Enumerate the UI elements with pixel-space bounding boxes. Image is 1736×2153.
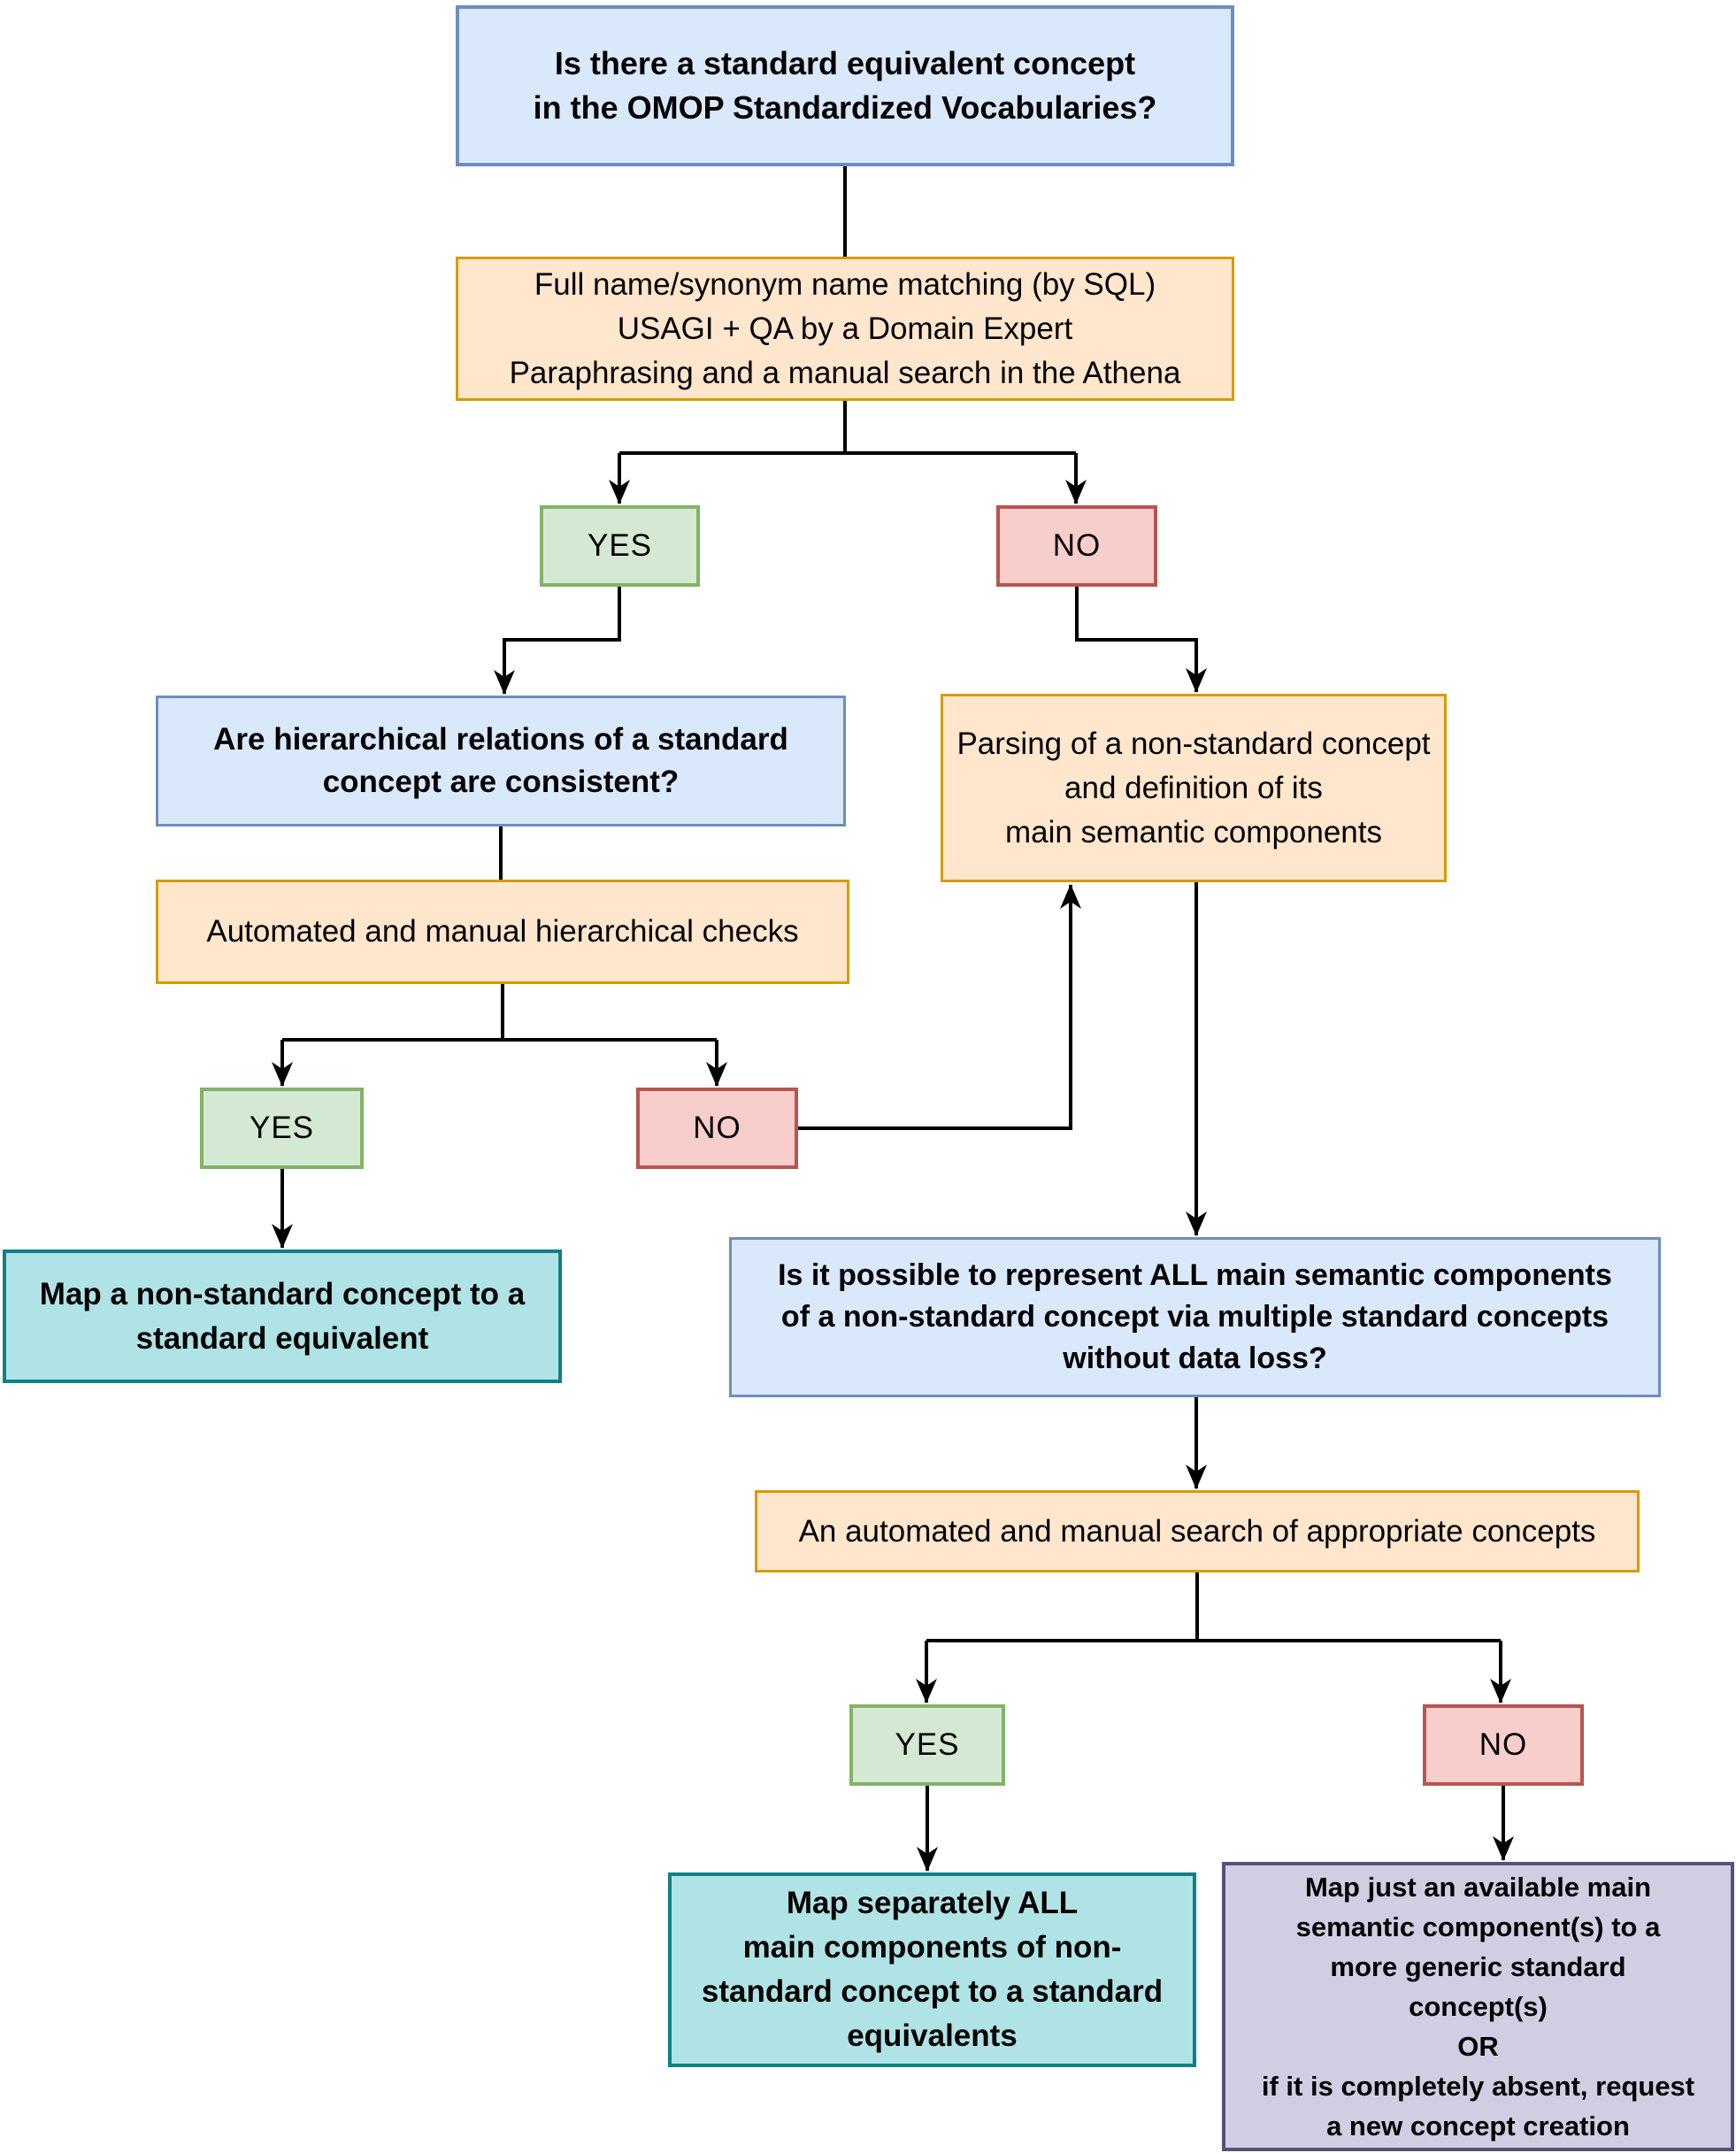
no-branch-1: NO [996,505,1157,587]
yes-branch-2: YES [200,1088,364,1169]
outcome-map-to-standard-equivalent: Map a non-standard concept to a standard equivalent [3,1250,562,1383]
edge-no1-m3 [1077,587,1196,692]
yes-branch-3: YES [849,1704,1005,1786]
process-search-appropriate-concepts: An automated and manual search of appropriate concepts [755,1490,1640,1572]
no-branch-3: NO [1423,1704,1584,1786]
process-parsing-non-standard-concept: Parsing of a non-standard concept and definition of its main semantic components [941,694,1447,882]
decision-represent-all-semantic-components: Is it possible to represent ALL main semantic components of a non-standard concept via multiple standard concepts without data loss? [729,1237,1661,1397]
outcome-map-all-main-components: Map separately ALL main components of non- standard concept to a standard equivalents [668,1872,1196,2067]
decision-standard-equivalent-exists: Is there a standard equivalent concept in the OMOP Standardized Vocabularies? [456,5,1234,166]
yes-branch-1: YES [540,505,700,587]
edge-yes1-q2 [504,587,619,694]
decision-hierarchical-relations-consistent: Are hierarchical relations of a standard concept are consistent? [156,696,846,827]
process-hierarchical-checks: Automated and manual hierarchical checks [156,880,849,984]
outcome-map-generic-or-request-new-concept: Map just an available main semantic component(s) to a more generic standard concept(s) OR if it is completely absent, request a new concept creation [1222,1862,1734,2151]
process-name-matching-usagi-athena: Full name/synonym name matching (by SQL) USAGI + QA by a Domain Expert Paraphrasing and a manual search in the Athena [456,257,1234,401]
no-branch-2: NO [636,1088,798,1169]
